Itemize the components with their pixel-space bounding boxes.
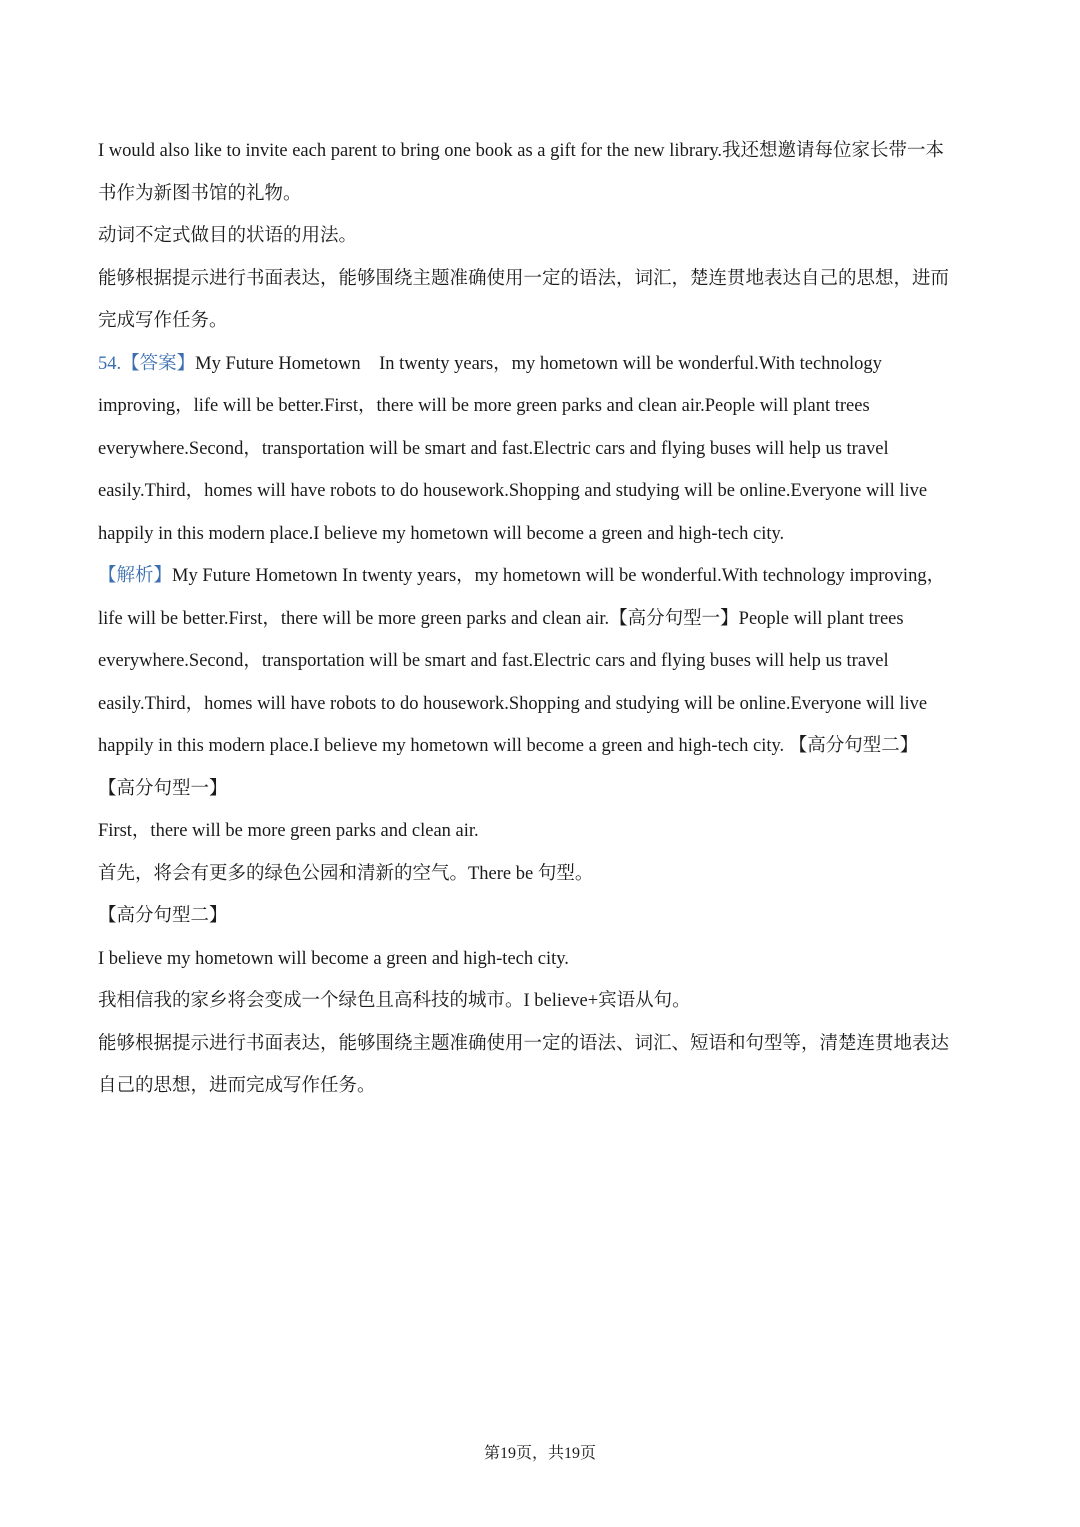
- analysis-first-line: [98, 555, 982, 598]
- analysis-text: life will be better.First，there will be more green parks and clean air.: [98, 608, 610, 629]
- answer-first-line: [98, 343, 982, 386]
- pattern-heading: 【高分句型二】: [98, 906, 228, 926]
- pattern-chinese: 我相信我的家乡将会变成一个绿色且高科技的城市。I believe+宾语从句。: [98, 991, 691, 1011]
- page-body: [98, 130, 982, 1108]
- answer-line: everywhere.Second，transportation will be smart and fast.Electric cars and flying buses will help us travel: [98, 438, 889, 459]
- analysis-text: happily in this modern place.I believe my hometown will become a green and high-tech city.: [98, 736, 785, 756]
- pattern-tag: 【高分句型一】: [609, 608, 739, 629]
- analysis-label: 【解析】: [98, 566, 173, 586]
- pattern-chinese: 首先，将会有更多的绿色公园和清新的空气。There be 句型。: [98, 863, 594, 884]
- answer-label: 【答案】: [121, 353, 196, 374]
- question-number: 54.: [98, 353, 122, 374]
- text-line: 书作为新图书馆的礼物。: [98, 183, 302, 204]
- pattern-heading: 【高分句型一】: [98, 778, 228, 799]
- text-line: 能够根据提示进行书面表达，能够围绕主题准确使用一定的语法，词汇，楚连贯地表达自己的思想，进而: [98, 268, 950, 289]
- text-line: 完成写作任务。: [98, 311, 228, 331]
- answer-line: happily in this modern place.I believe my hometown will become a green and high-tech city.: [98, 523, 785, 544]
- answer-line: easily.Third，homes will have robots to do housework.Shopping and studying will be online.Everyone will live: [98, 481, 928, 501]
- pattern-english: First，there will be more green parks and clean air.: [98, 821, 479, 841]
- page-footer: 第19页，共19页: [483, 1445, 596, 1462]
- analysis-text: People will plant trees: [738, 608, 904, 629]
- analysis-line: easily.Third，homes will have robots to do housework.Shopping and studying will be online.Everyone will live: [98, 693, 928, 714]
- pattern-english: I believe my hometown will become a green and high-tech city.: [98, 948, 569, 969]
- pattern-tag: 【高分句型二】: [788, 736, 919, 756]
- text-line: 动词不定式做目的状语的用法。: [98, 226, 358, 246]
- answer-line: improving，life will be better.First，there will be more green parks and clean air.People will plant trees: [98, 396, 870, 416]
- analysis-line: [98, 598, 982, 641]
- analysis-text: My Future Hometown In twenty years，my hometown will be wonderful.With technology improving，: [172, 566, 946, 586]
- closing-line: 能够根据提示进行书面表达，能够围绕主题准确使用一定的语法、词汇、短语和句型等，清楚连贯地表达: [98, 1033, 950, 1054]
- text-line: I would also like to invite each parent to bring one book as a gift for the new library.我还想邀请每位家长带一本: [98, 141, 945, 161]
- analysis-line: [98, 725, 982, 768]
- answer-text: My Future Hometown In twenty years，my hometown will be wonderful.With technology: [195, 353, 882, 374]
- analysis-line: everywhere.Second，transportation will be smart and fast.Electric cars and flying buses will help us travel: [98, 651, 889, 671]
- closing-line: 自己的思想，进而完成写作任务。: [98, 1076, 376, 1096]
